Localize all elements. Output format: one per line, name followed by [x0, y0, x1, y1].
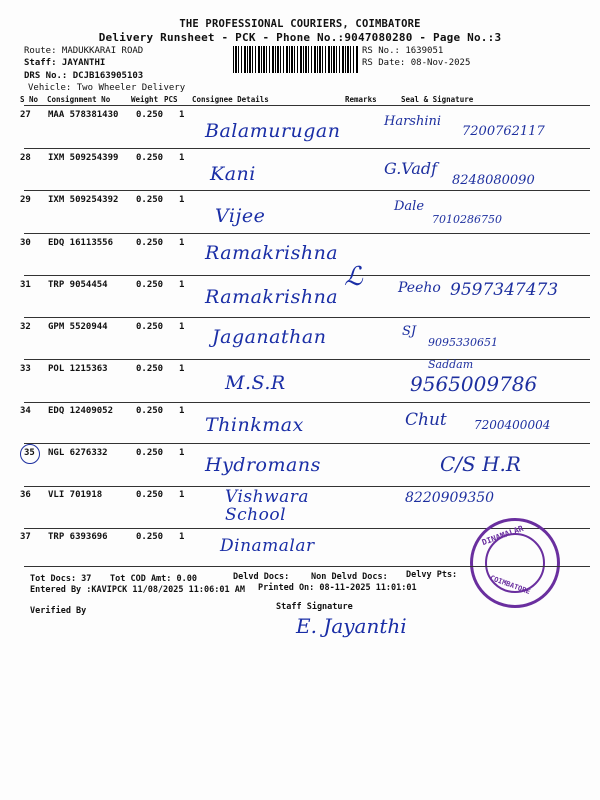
row-phone: 9095330651	[428, 336, 498, 349]
row-weight: 0.250	[136, 364, 164, 374]
staff-signature-label: Staff Signature	[276, 602, 353, 612]
table-row	[0, 406, 600, 448]
row-divider	[24, 190, 590, 191]
row-consignee: Jaganathan	[212, 326, 327, 348]
row-consignee: Hydromans	[205, 454, 321, 476]
rs-number: RS No.: 1639051	[362, 46, 444, 56]
table-row	[0, 153, 600, 195]
printed-on: Printed On: 08-11-2025 11:01:01	[258, 583, 417, 593]
row-signature: C/S H.R	[440, 452, 521, 476]
row-consignee: Thinkmax	[205, 414, 304, 436]
col-consignment: Consignment No	[47, 95, 111, 104]
row-consignment: IXM 509254399	[48, 153, 119, 163]
col-sno: S No	[20, 95, 39, 104]
col-pcs: PCS	[164, 95, 178, 104]
barcode	[233, 46, 359, 73]
row-consignee: Dinamalar	[220, 536, 315, 556]
row-pcs: 1	[179, 153, 185, 163]
row-divider	[24, 233, 590, 234]
row-consignment: VLI 701918	[48, 490, 103, 500]
verified-by: Verified By	[30, 606, 87, 616]
row-consignment: POL 1215363	[48, 364, 108, 374]
delivered-docs: Delvd Docs:	[233, 572, 290, 582]
row-phone: 8220909350	[405, 490, 495, 506]
staff-signature: E. Jayanthi	[296, 614, 407, 638]
vehicle: Vehicle: Two Wheeler Delivery	[28, 83, 186, 93]
row-divider	[24, 402, 590, 403]
row-weight: 0.250	[136, 238, 164, 248]
stamp-text-bottom: COIMBATORE	[488, 574, 532, 596]
row-signature: Saddam	[428, 358, 474, 371]
row-signature: Chut	[405, 410, 447, 430]
company-stamp	[470, 518, 560, 608]
row-sno: 29	[20, 195, 31, 205]
row-signature: Peeho	[398, 280, 441, 296]
row-weight: 0.250	[136, 532, 164, 542]
row-phone: 9597347473	[450, 280, 559, 300]
row-phone: 7200400004	[474, 418, 551, 432]
remark-signature-mark: ℒ	[344, 262, 363, 292]
total-docs: Tot Docs: 37	[30, 574, 92, 584]
table-row	[0, 358, 600, 406]
row-consignee: Ramakrishna	[205, 242, 339, 264]
row-weight: 0.250	[136, 153, 164, 163]
row-pcs: 1	[179, 110, 185, 120]
row-sno: 31	[20, 280, 31, 290]
row-consignee: Kani	[210, 163, 256, 185]
header-rule	[24, 105, 590, 106]
row-sno: 37	[20, 532, 31, 542]
row-phone: 7200762117	[462, 124, 545, 139]
company-title: THE PROFESSIONAL COURIERS, COIMBATORE	[179, 18, 421, 30]
row-divider	[24, 148, 590, 149]
row-signature: Dale	[394, 199, 425, 214]
row-sno: 34	[20, 406, 31, 416]
row-phone: 8248080090	[452, 173, 535, 188]
row-signature: Harshini	[384, 114, 442, 129]
row-pcs: 1	[179, 322, 185, 332]
entered-by: Entered By :KAVIPCK 11/08/2025 11:06:01 AM	[30, 585, 245, 595]
table-row	[0, 195, 600, 237]
table-row	[0, 322, 600, 364]
table-row	[0, 448, 600, 490]
row-sno: 28	[20, 153, 31, 163]
row-weight: 0.250	[136, 110, 164, 120]
rs-date: RS Date: 08-Nov-2025	[362, 58, 471, 68]
row-weight: 0.250	[136, 322, 164, 332]
row-pcs: 1	[179, 195, 185, 205]
table-row	[0, 110, 600, 152]
col-weight: Weight	[131, 95, 159, 104]
table-row	[0, 238, 600, 280]
row-consignee: M.S.R	[225, 372, 286, 394]
row-divider	[24, 275, 590, 276]
row-pcs: 1	[179, 490, 185, 500]
row-consignment: EDQ 16113556	[48, 238, 114, 248]
row-divider	[24, 317, 590, 318]
row-phone: 9565009786	[410, 372, 538, 396]
row-weight: 0.250	[136, 406, 164, 416]
row-pcs: 1	[179, 406, 185, 416]
row-consignment: GPM 5520944	[48, 322, 108, 332]
row-weight: 0.250	[136, 280, 164, 290]
row-pcs: 1	[179, 238, 185, 248]
row-sno: 30	[20, 238, 31, 248]
row-weight: 0.250	[136, 448, 164, 458]
row-consignee: Vijee	[215, 205, 266, 227]
route: Route: MADUKKARAI ROAD	[24, 46, 144, 56]
row-consignment: TRP 6393696	[48, 532, 108, 542]
footer-rule	[24, 566, 590, 567]
row-consignment: MAA 578381430	[48, 110, 119, 120]
row-weight: 0.250	[136, 490, 164, 500]
row-pcs: 1	[179, 448, 185, 458]
total-cod-amount: Tot COD Amt: 0.00	[110, 574, 197, 584]
row-signature: SJ	[402, 324, 417, 339]
stamp-text-top: DINAMALAR	[480, 523, 525, 548]
row-pcs: 1	[179, 532, 185, 542]
row-consignment: EDQ 12409052	[48, 406, 114, 416]
row-consignment: IXM 509254392	[48, 195, 119, 205]
row-weight: 0.250	[136, 195, 164, 205]
row-consignee: Vishwara School	[225, 487, 310, 525]
row-sno: 33	[20, 364, 31, 374]
runsheet-subtitle: Delivery Runsheet - PCK - Phone No.:9047080280 - Page No.:3	[98, 31, 502, 44]
row-divider	[24, 359, 590, 360]
col-consignee: Consignee Details	[192, 95, 269, 104]
row-divider	[24, 443, 590, 444]
col-seal-signature: Seal & Signature	[401, 95, 474, 104]
row-consignee: Balamurugan	[205, 120, 341, 142]
col-remarks: Remarks	[345, 95, 377, 104]
table-row	[0, 280, 600, 322]
row-sno: 27	[20, 110, 31, 120]
non-delivered-docs: Non Delvd Docs:	[311, 572, 388, 582]
drs-number: DRS No.: DCJB163905103	[24, 71, 144, 81]
row-sno: 32	[20, 322, 31, 332]
row-pcs: 1	[179, 364, 185, 374]
row-consignment: NGL 6276332	[48, 448, 108, 458]
row-sno: 36	[20, 490, 31, 500]
row-signature: G.Vadf	[384, 159, 438, 178]
row-consignee: Ramakrishna	[205, 286, 339, 308]
delivery-points: Delvy Pts:	[406, 570, 458, 580]
staff: Staff: JAYANTHI	[24, 58, 106, 68]
row-phone: 7010286750	[432, 213, 502, 226]
row-sno: 35	[24, 448, 35, 458]
row-consignment: TRP 9054454	[48, 280, 108, 290]
row-pcs: 1	[179, 280, 185, 290]
